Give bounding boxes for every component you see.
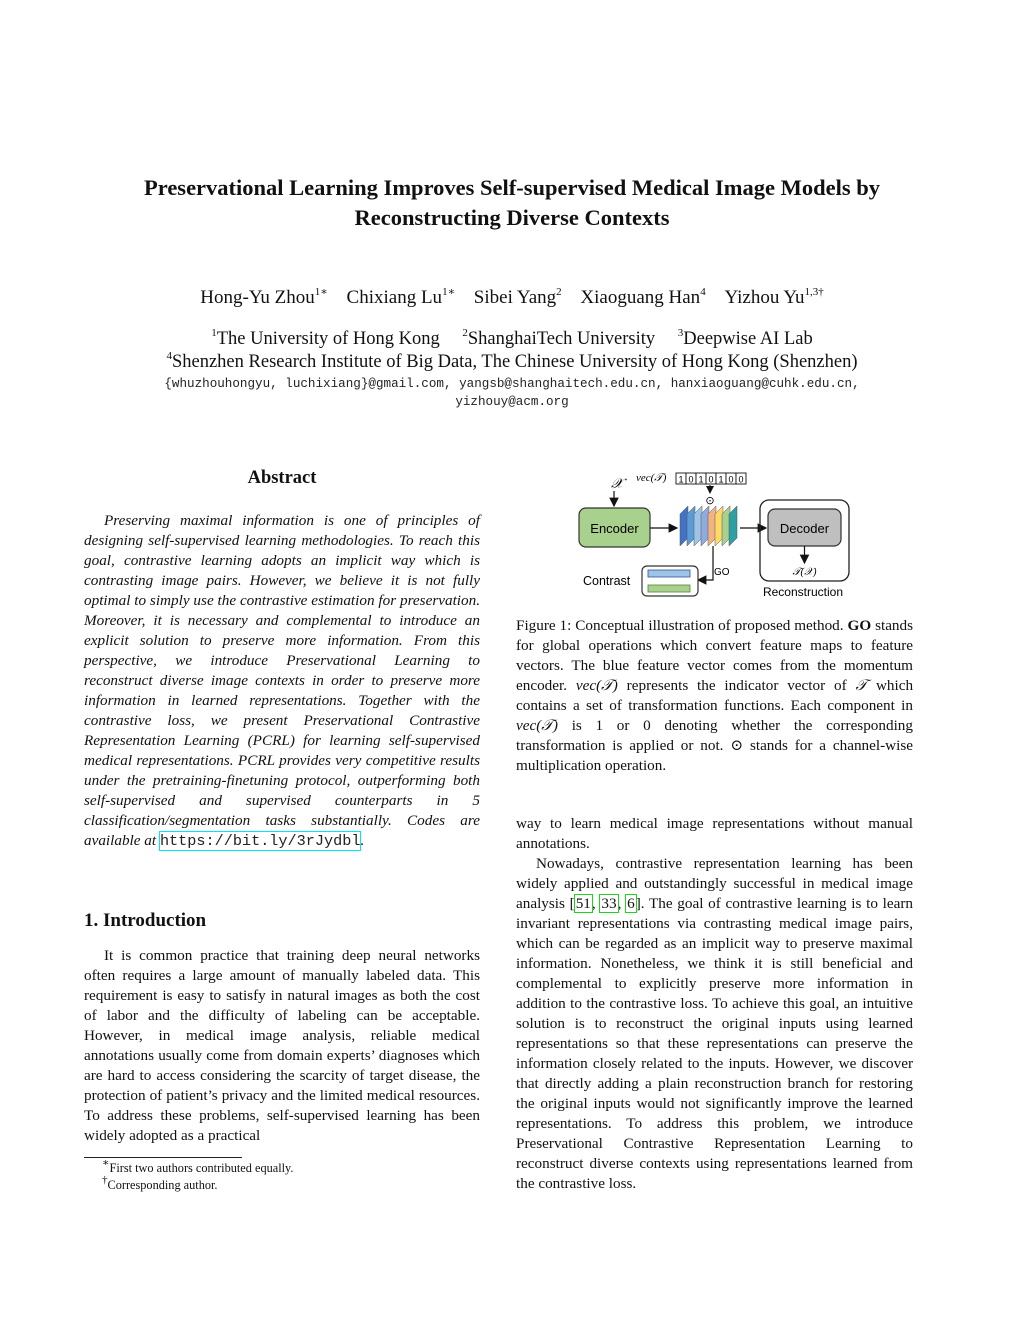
affiliation: $^1$The University of Hong Kong bbox=[211, 326, 440, 349]
email-list bbox=[60, 375, 964, 411]
encoder-label: Encoder bbox=[590, 521, 639, 536]
indicator-bit: 0 bbox=[708, 474, 714, 485]
paper-title bbox=[60, 173, 964, 233]
input-x-label: 𝒳 bbox=[611, 477, 624, 492]
indicator-bit: 1 bbox=[718, 474, 724, 485]
figure-1-diagram bbox=[570, 462, 860, 607]
affiliation: $^2$ShanghaiTech University bbox=[462, 326, 656, 349]
go-arrow bbox=[698, 546, 713, 580]
contrast-label: Contrast bbox=[583, 574, 631, 588]
abstract-heading: Abstract bbox=[247, 468, 317, 488]
code-link[interactable]: https://bit.ly/3rJydbl bbox=[159, 832, 361, 850]
indicator-bit: 1 bbox=[698, 474, 704, 485]
blue-feature-vector bbox=[648, 570, 690, 577]
decoder-label: Decoder bbox=[779, 521, 830, 536]
affiliations bbox=[60, 328, 964, 374]
footnote: †Corresponding author. bbox=[102, 1173, 218, 1192]
section-heading-introduction: 1. Introduction bbox=[84, 910, 207, 931]
author: Xiaoguang Han$^4$ bbox=[580, 285, 706, 308]
odot-symbol: ⊙ bbox=[705, 494, 715, 507]
go-label: GO bbox=[714, 567, 730, 578]
author-list bbox=[60, 286, 964, 310]
affiliation-line-2: $^4$Shenzhen Research Institute of Big Data, The Chinese University of Hong Kong (Shenzhen) bbox=[166, 349, 858, 372]
citation-link[interactable]: 6 bbox=[627, 895, 635, 912]
author: Sibei Yang$^2$ bbox=[473, 285, 562, 308]
figure-caption: Figure 1: Conceptual illustration of proposed method. GO stands for global operations which convert feature maps to feature vectors. The blue feature vector comes from the momentum encoder. vec(𝒯) represents the indicator vector of 𝒯 which contains a set of transformation functions. Each component in vec(𝒯) is 1 or 0 denoting whether the corresponding transformation is applied or not. ⊙ stands for a channel-wise multiplication operation. bbox=[516, 617, 914, 774]
title-line-1: Preservational Learning Improves Self-supervised Medical Image Models by bbox=[144, 175, 880, 200]
intro-paragraph: It is common practice that training deep neural networks often requires a large amount of manually labeled data. This requirement is easy to satisfy in natural images as both the cost of labor and the difficulty of labeling can be acceptable. However, in medical image analysis, reliable medical annotations usually come from domain experts’ diagnoses which are hard to access considering the scarcity of target disease, the protection of patient’s privacy and the limited medical resources. To address these problems, self-supervised learning has been widely adopted as a practical bbox=[84, 947, 480, 1144]
vec-t-label: vec(𝒯) bbox=[636, 472, 667, 484]
citation-link[interactable]: 51 bbox=[575, 895, 591, 912]
right-paragraph-1: way to learn medical image representations without manual annotations. bbox=[516, 815, 913, 852]
feature-map-stack bbox=[680, 506, 737, 546]
footnotes bbox=[84, 1156, 294, 1194]
indicator-bit: 1 bbox=[678, 474, 684, 485]
title-line-2: Reconstructing Diverse Contexts bbox=[354, 205, 670, 230]
indicator-bit: 0 bbox=[728, 474, 734, 485]
right-paragraph-2: Nowadays, contrastive representation learning has been widely applied and outstandingly successful in medical image analysis [51, 33, 6]. The goal of contrastive learning is to learn invariant representations via contrasting medical image pairs, which can be regarded as an implicit way to preserve maximal information. Nonetheless, we think it is still beneficial and complemental to explicitly preserve more information in addition to the contrastive loss. To achieve this goal, an intuitive solution is to reconstruct the original inputs using learned representations so that these representations can preserve the information closely related to the inputs. However, we discover that directly adding a plain reconstruction branch for restoring the original inputs would not significantly improve the learned representations. To address this problem, we introduce Preservational Contrastive Representation Learning to reconstruct diverse contexts using representations learned from the contrastive loss. bbox=[516, 855, 914, 1192]
indicator-bit: 0 bbox=[738, 474, 744, 485]
email-line-2: yizhouy@acm.org bbox=[455, 395, 569, 409]
email-line-1: {whuzhouhongyu, luchixiang}@gmail.com, yangsb@shanghaitech.edu.cn, hanxiaoguang@cuhk.edu.cn, bbox=[164, 377, 860, 391]
footnote: ∗First two authors contributed equally. bbox=[102, 1156, 294, 1175]
affiliation: $^3$Deepwise AI Lab bbox=[677, 326, 813, 349]
reconstruction-label: Reconstruction bbox=[762, 585, 844, 599]
author: Hong-Yu Zhou$^{1∗}$ bbox=[200, 285, 328, 308]
output-label: 𝒯(𝒳) bbox=[792, 567, 817, 578]
abstract-body: Preserving maximal information is one of principles of designing self-supervised learning methodologies. To reach this goal, contrastive learning adopts an implicit way which is contrasting image pairs. However, we believe it is not fully optimal to simply use the contrastive estimation for preservation. Moreover, it is necessary and complemental to introduce an explicit solution to preserve more information. From this perspective, we introduce Preservational Learning to reconstruct diverse image contexts in order to preserve more information in learned representations. Together with the contrastive loss, we present Preservational Contrastive Representation Learning (PCRL) for learning self-supervised medical representations. PCRL provides very competitive results under the pretraining-finetuning protocol, outperforming both self-supervised and supervised counterparts in 5 classification/segmentation tasks substantially. Codes are available at https://bit.ly/3rJydbl. bbox=[84, 512, 480, 850]
citation-link[interactable]: 33 bbox=[601, 895, 617, 912]
author: Yizhou $Yu^{1,3\dagger}$ bbox=[724, 285, 824, 308]
author: Chixiang $Lu^{1∗}$ bbox=[346, 285, 456, 308]
green-feature-vector bbox=[648, 585, 690, 592]
affiliation-line-1 bbox=[60, 328, 964, 351]
indicator-bit: 0 bbox=[688, 474, 694, 485]
indicator-bits bbox=[676, 473, 746, 485]
